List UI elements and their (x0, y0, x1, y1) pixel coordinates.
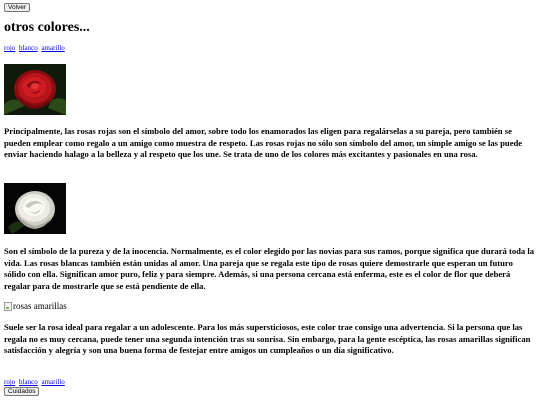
page-title: otros colores... (4, 20, 90, 35)
care-button[interactable]: Cuidados (4, 387, 39, 396)
yellow-rose-text: Suele ser la rosa ideal para regalar a un adolescente. Para los más supersticiosos, este color trae consigo una advertencia. Si la persona que las regala no es muy cercana, puede tener una segunda intención tras su sonrisa. Sin embargo, para la gente escéptica, las rosas amarillas significan satisfacción y alegría y son una buena forma de festejar entre amigos un cumpleaños o un día significativo. (4, 322, 531, 355)
red-rose-icon (4, 64, 66, 115)
broken-image-icon (4, 302, 12, 311)
link-blanco[interactable]: blanco (19, 44, 38, 52)
link-rojo-bottom[interactable]: rojo (4, 378, 16, 386)
yellow-rose-image (4, 301, 67, 312)
red-rose-image (4, 64, 66, 115)
link-blanco-bottom[interactable]: blanco (19, 378, 38, 386)
color-nav-bottom (4, 378, 67, 387)
white-rose-image (4, 183, 66, 234)
color-nav-top (4, 44, 67, 53)
back-button[interactable]: Volver (4, 3, 30, 12)
link-rojo[interactable]: rojo (4, 44, 16, 52)
link-amarillo-bottom[interactable]: amarillo (41, 378, 65, 386)
white-rose-icon (4, 183, 66, 234)
red-rose-text: Principalmente, las rosas rojas son el símbolo del amor, sobre todo los enamorados las eligen para regalárselas a su pareja, pero también se pueden emplear como regalo a un amigo como muestra de respeto. Las rosas rojas no sólo son símbolo del amor, un simple amigo se las puede enviar haciendo halago a la belleza y al respeto que los une. Se trata de uno de los colores más excitantes y pasionales en una rosa. (4, 126, 523, 159)
link-amarillo[interactable]: amarillo (41, 44, 65, 52)
white-rose-text: Son el símbolo de la pureza y de la inocencia. Normalmente, es el color elegido por las novias para sus ramos, porque significa que durará toda la vida. Las rosas blancas también están unidas al amor. Una pareja que se regala este tipo de rosas quiere demostrarle que esperan un futuro sólido con ella. Significan amor puro, feliz y para siempre. Además, si una persona cercana está enferma, este es el color de flor que deberá regalar para de mostrarle que se está pendiente de ella. (4, 246, 535, 291)
yellow-rose-alt-text: rosas amarillas (13, 301, 67, 311)
